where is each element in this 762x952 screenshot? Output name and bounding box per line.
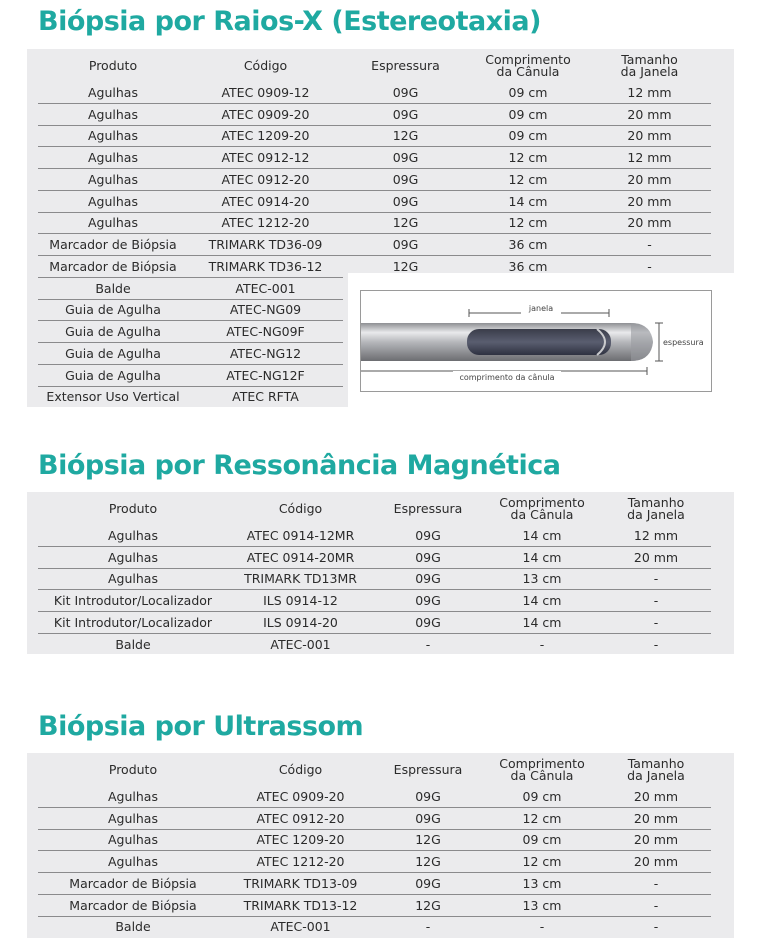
cell-produto: Agulhas: [88, 84, 138, 100]
cannula-window: [467, 329, 611, 355]
cell-comprimento: 13 cm: [483, 568, 601, 590]
cell-tamanho: 12 mm: [588, 147, 711, 169]
cell-codigo: ATEC 0912-20: [188, 169, 343, 191]
xray-section-title: Biópsia por Raios-X (Estereotaxia): [38, 6, 541, 37]
cell-codigo: ATEC-NG12: [188, 343, 343, 365]
cell-espressura: 09G: [373, 546, 483, 568]
cell-codigo: ATEC 0914-20MR: [228, 546, 373, 568]
cell-comprimento: 12 cm: [468, 147, 588, 169]
cell-produto: Marcador de Biópsia: [38, 894, 228, 916]
cannula-tip: [631, 323, 653, 361]
cell-tamanho: -: [588, 234, 711, 256]
cell-espressura: 09G: [373, 807, 483, 829]
cell-espressura: 09G: [343, 190, 468, 212]
cell-tamanho: 20 mm: [601, 807, 711, 829]
cell-comprimento: 09 cm: [522, 788, 562, 804]
table-row: [38, 125, 711, 147]
cell-comprimento: 14 cm: [483, 546, 601, 568]
cell-codigo: ATEC 1212-20: [228, 851, 373, 873]
cell-produto: Balde: [38, 633, 228, 654]
cell-produto: Agulhas: [38, 190, 188, 212]
us-table: [38, 754, 711, 937]
cell-produto: Agulhas: [38, 125, 188, 147]
thickness-label: espessura: [663, 338, 704, 347]
cannula-svg: [361, 291, 711, 391]
cell-comprimento: 36 cm: [468, 234, 588, 256]
cell-produto: Marcador de Biópsia: [38, 873, 228, 895]
header-espressura: Espressura: [393, 501, 463, 516]
cell-espressura: 12G: [373, 829, 483, 851]
header-comprimento: Comprimento da Cânula: [499, 495, 585, 522]
cell-produto: Agulhas: [38, 851, 228, 873]
table-row: [38, 546, 711, 568]
cell-codigo: TRIMARK TD13-09: [228, 873, 373, 895]
cell-codigo: ATEC 0912-12: [188, 147, 343, 169]
cell-comprimento: 12 cm: [468, 212, 588, 234]
cell-espressura: 09G: [373, 590, 483, 612]
cell-produto: Balde: [38, 277, 188, 299]
cell-produto: Agulhas: [38, 103, 188, 125]
cell-comprimento: 14 cm: [522, 527, 562, 543]
header-comprimento: Comprimento da Cânula: [499, 756, 585, 783]
header-produto: Produto: [108, 501, 158, 516]
table-header-row: [38, 493, 711, 525]
cell-tamanho: 20 mm: [601, 851, 711, 873]
cell-espressura: -: [373, 916, 483, 937]
cell-produto: Agulhas: [108, 788, 158, 804]
cell-tamanho: 20 mm: [588, 212, 711, 234]
cell-comprimento: 12 cm: [483, 851, 601, 873]
table-row: [38, 525, 711, 546]
cell-codigo: ATEC-001: [228, 633, 373, 654]
cell-comprimento: 14 cm: [483, 590, 601, 612]
cell-produto: Marcador de Biópsia: [38, 234, 188, 256]
cell-comprimento: -: [483, 633, 601, 654]
cannula-diagram: [360, 290, 712, 392]
cell-espressura: -: [373, 633, 483, 654]
table-row: [38, 807, 711, 829]
cell-produto: Agulhas: [38, 147, 188, 169]
cell-espressura: 09G: [415, 527, 441, 543]
cell-codigo: ATEC-001: [228, 916, 373, 937]
cell-codigo: ATEC 0909-20: [188, 103, 343, 125]
cell-produto: Agulhas: [108, 527, 158, 543]
cell-codigo: ATEC 1209-20: [188, 125, 343, 147]
cell-espressura: 09G: [373, 568, 483, 590]
cell-codigo: ATEC 0914-20: [188, 190, 343, 212]
cell-tamanho: -: [588, 256, 711, 278]
window-label: janela: [528, 304, 554, 313]
mri-section-title: Biópsia por Ressonância Magnética: [38, 450, 561, 481]
cell-comprimento: 09 cm: [468, 125, 588, 147]
mri-table: [38, 493, 711, 655]
cell-produto: Extensor Uso Vertical: [38, 386, 188, 407]
cell-tamanho: 20 mm: [588, 169, 711, 191]
cell-espressura: 09G: [373, 873, 483, 895]
cell-produto: Balde: [38, 916, 228, 937]
cell-produto: Guia de Agulha: [38, 343, 188, 365]
cell-produto: Agulhas: [38, 546, 228, 568]
cell-tamanho: -: [601, 916, 711, 937]
cell-codigo: ATEC-NG09: [188, 299, 343, 321]
table-header-row: [38, 50, 711, 82]
header-codigo: Código: [278, 762, 323, 777]
cell-comprimento: 13 cm: [483, 873, 601, 895]
header-comprimento: Comprimento da Cânula: [485, 52, 571, 79]
cell-codigo: ATEC-NG09F: [188, 321, 343, 343]
us-section-title: Biópsia por Ultrassom: [38, 711, 364, 742]
cell-tamanho: -: [601, 590, 711, 612]
cell-tamanho: 20 mm: [588, 103, 711, 125]
table-row: [38, 612, 711, 634]
table-row: [38, 256, 711, 278]
cell-produto: Marcador de Biópsia: [38, 256, 188, 278]
header-codigo: Código: [278, 501, 323, 516]
cell-codigo: ATEC 0909-20: [256, 788, 345, 804]
header-tamanho: Tamanho da Janela: [627, 495, 685, 522]
cell-codigo: TRIMARK TD13-12: [228, 894, 373, 916]
cell-espressura: 09G: [343, 103, 468, 125]
cell-produto: Agulhas: [38, 829, 228, 851]
cell-tamanho: 20 mm: [601, 829, 711, 851]
cell-tamanho: 20 mm: [588, 125, 711, 147]
header-espressura: Espressura: [393, 762, 463, 777]
cell-comprimento: 36 cm: [468, 256, 588, 278]
table-row: [38, 894, 711, 916]
cell-codigo: ILS 0914-20: [228, 612, 373, 634]
cell-tamanho: -: [601, 873, 711, 895]
cell-tamanho: -: [601, 612, 711, 634]
table-row: [38, 212, 711, 234]
cell-comprimento: 13 cm: [483, 894, 601, 916]
cell-produto: Agulhas: [38, 568, 228, 590]
cell-comprimento: 09 cm: [508, 84, 548, 100]
cell-comprimento: -: [483, 916, 601, 937]
cell-produto: Guia de Agulha: [38, 364, 188, 386]
cell-codigo: TRIMARK TD36-09: [188, 234, 343, 256]
cell-codigo: ATEC-001: [188, 277, 343, 299]
cell-comprimento: 14 cm: [483, 612, 601, 634]
cell-produto: Agulhas: [38, 212, 188, 234]
cell-espressura: 12G: [343, 125, 468, 147]
table-row: [38, 103, 711, 125]
cell-codigo: ILS 0914-12: [228, 590, 373, 612]
header-tamanho: Tamanho da Janela: [627, 756, 685, 783]
cell-comprimento: 09 cm: [483, 829, 601, 851]
cell-produto: Guia de Agulha: [38, 321, 188, 343]
cell-espressura: 09G: [373, 612, 483, 634]
table-row: [38, 829, 711, 851]
table-row: [38, 190, 711, 212]
cell-produto: Guia de Agulha: [38, 299, 188, 321]
header-codigo: Código: [243, 58, 288, 73]
cell-codigo: ATEC 1212-20: [188, 212, 343, 234]
cell-espressura: 09G: [343, 147, 468, 169]
table-row: [38, 873, 711, 895]
cell-tamanho: -: [601, 894, 711, 916]
cell-tamanho: 12 mm: [627, 84, 672, 100]
cell-tamanho: 20 mm: [601, 546, 711, 568]
cell-espressura: 09G: [392, 84, 419, 100]
cell-tamanho: 20 mm: [633, 788, 679, 804]
cell-codigo: ATEC-NG12F: [188, 364, 343, 386]
table-row: [38, 82, 711, 103]
header-espressura: Espressura: [371, 58, 440, 73]
table-row: [38, 147, 711, 169]
cell-comprimento: 14 cm: [468, 190, 588, 212]
table-row: [38, 169, 711, 191]
cell-codigo: ATEC 1209-20: [228, 829, 373, 851]
table-row: [38, 633, 711, 654]
table-row: [38, 590, 711, 612]
cell-comprimento: 09 cm: [468, 103, 588, 125]
cell-comprimento: 12 cm: [468, 169, 588, 191]
cell-espressura: 09G: [343, 234, 468, 256]
cell-codigo: TRIMARK TD13MR: [228, 568, 373, 590]
table-row: [38, 234, 711, 256]
header-tamanho: Tamanho da Janela: [620, 52, 679, 79]
header-produto: Produto: [108, 762, 158, 777]
cell-codigo: TRIMARK TD36-12: [188, 256, 343, 278]
table-header-row: [38, 754, 711, 786]
cell-codigo: ATEC 0909-12: [221, 84, 310, 100]
cell-espressura: 12G: [373, 851, 483, 873]
cell-produto: Kit Introdutor/Localizador: [38, 590, 228, 612]
table-row: [38, 568, 711, 590]
cell-tamanho: -: [601, 568, 711, 590]
cell-espressura: 12G: [343, 256, 468, 278]
cell-tamanho: -: [601, 633, 711, 654]
cell-espressura: 12G: [373, 894, 483, 916]
table-row: [38, 851, 711, 873]
length-label: comprimento da cânula: [459, 373, 555, 382]
cell-espressura: 09G: [415, 788, 441, 804]
cell-espressura: 09G: [343, 169, 468, 191]
table-row: [38, 786, 711, 807]
header-produto: Produto: [88, 58, 138, 73]
cell-produto: Agulhas: [38, 169, 188, 191]
cell-produto: Agulhas: [38, 807, 228, 829]
cell-espressura: 12G: [343, 212, 468, 234]
cell-tamanho: 20 mm: [588, 190, 711, 212]
cell-produto: Kit Introdutor/Localizador: [38, 612, 228, 634]
cell-comprimento: 12 cm: [483, 807, 601, 829]
cell-codigo: ATEC RFTA: [188, 386, 343, 407]
cell-codigo: ATEC 0914-12MR: [246, 527, 355, 543]
table-row: [38, 916, 711, 937]
cell-codigo: ATEC 0912-20: [228, 807, 373, 829]
cell-tamanho: 12 mm: [633, 527, 679, 543]
